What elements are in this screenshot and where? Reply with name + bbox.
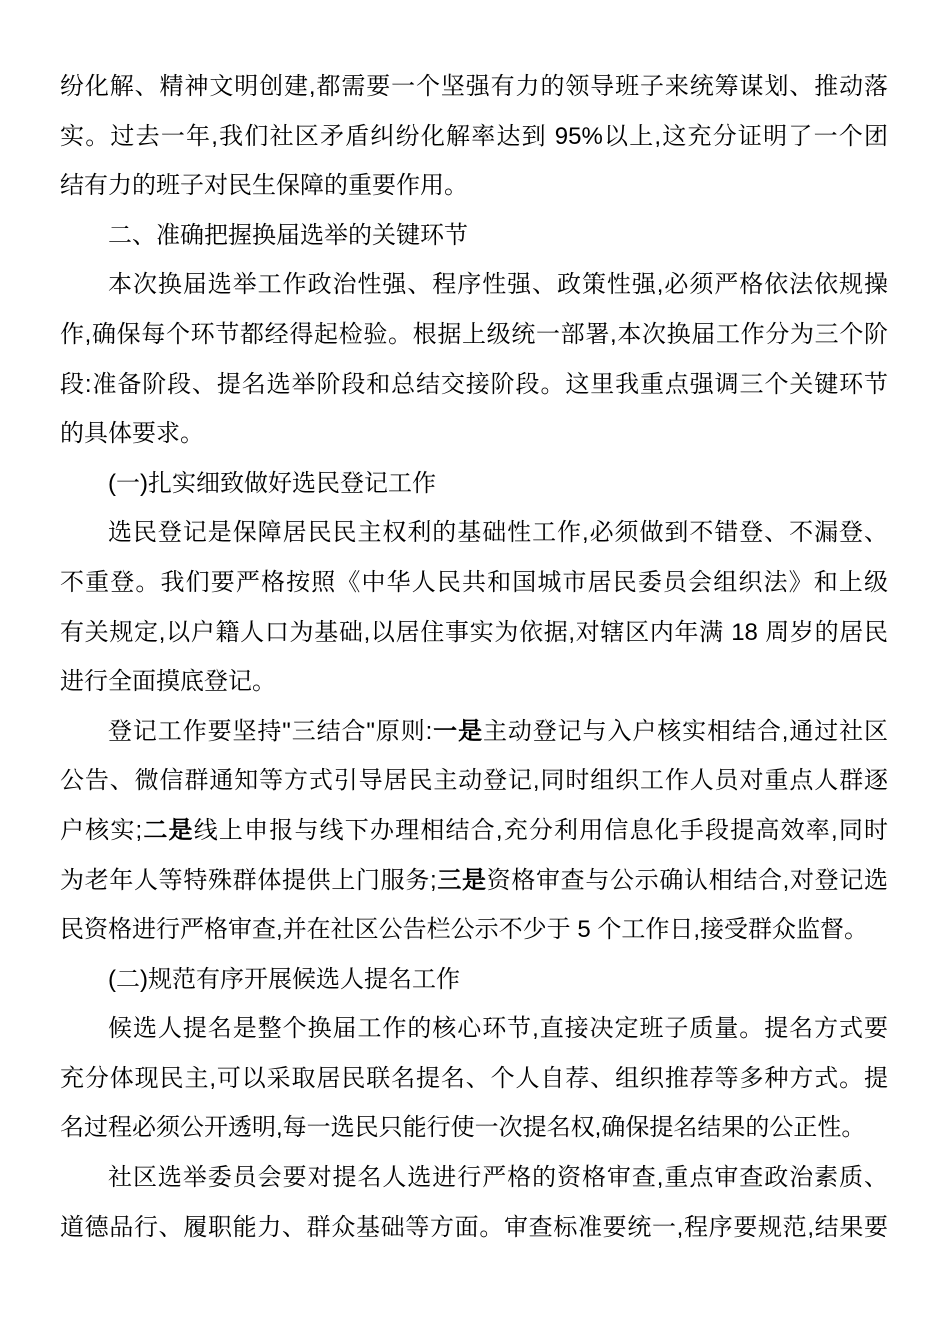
text-line (60, 1203, 888, 1253)
text-line (60, 310, 888, 360)
body-text: 户核实; (60, 816, 143, 844)
body-text: 选民登记是保障居民民主权利的基础性工作,必须做到不错登、不漏登、 (108, 519, 888, 547)
body-text: 线上申报与线下办理相结合,充分利用信息化手段提高效率,同时 (193, 816, 888, 844)
text-line (60, 1103, 888, 1153)
text-line (60, 856, 888, 906)
text-line (60, 608, 888, 658)
document-body (60, 62, 888, 1252)
body-text: 二、准确把握换届选举的关键环节 (108, 221, 468, 249)
body-text: 登记工作要坚持"三结合"原则: (108, 717, 433, 745)
text-line (60, 1054, 888, 1104)
text-line (60, 161, 888, 211)
body-text: 的具体要求。 (60, 420, 204, 448)
text-line (60, 260, 888, 310)
text-line (60, 211, 888, 261)
body-text: 道德品行、履职能力、群众基础等方面。审查标准要统一,程序要规范,结果要 (60, 1213, 888, 1241)
body-text: 资格审查与公示确认相结合,对登记选 (486, 866, 889, 894)
body-text: 实。过去一年,我们社区矛盾纠纷化解率达到 95%以上,这充分证明了一个团 (60, 122, 888, 150)
body-text: 社区选举委员会要对提名人选进行严格的资格审查,重点审查政治素质、 (108, 1164, 888, 1192)
emphasis-text: 一是 (432, 717, 483, 745)
text-line (60, 1004, 888, 1054)
text-line (60, 459, 888, 509)
body-text: 本次换届选举工作政治性强、程序性强、政策性强,必须严格依法依规操 (108, 271, 888, 299)
body-text: 进行全面摸底登记。 (60, 668, 276, 696)
body-text: 名过程必须公开透明,每一选民只能行使一次提名权,确保提名结果的公正性。 (60, 1114, 866, 1142)
body-text: 候选人提名是整个换届工作的核心环节,直接决定班子质量。提名方式要 (108, 1015, 888, 1043)
body-text: 为老年人等特殊群体提供上门服务; (60, 866, 437, 894)
body-text: 不重登。我们要严格按照《中华人民共和国城市居民委员会组织法》和上级 (60, 568, 888, 596)
text-line (60, 707, 888, 757)
text-line (60, 360, 888, 410)
text-line (60, 508, 888, 558)
body-text: 段:准备阶段、提名选举阶段和总结交接阶段。这里我重点强调三个关键环节 (60, 370, 888, 398)
body-text: 作,确保每个环节都经得起检验。根据上级统一部署,本次换届工作分为三个阶 (60, 320, 888, 348)
emphasis-text: 三是 (436, 866, 487, 894)
body-text: 充分体现民主,可以采取居民联名提名、个人自荐、组织推荐等多种方式。提 (60, 1064, 888, 1092)
text-line (60, 62, 888, 112)
body-text: 结有力的班子对民生保障的重要作用。 (60, 172, 468, 200)
body-text: (一)扎实细致做好选民登记工作 (108, 469, 436, 497)
text-line (60, 806, 888, 856)
body-text: 有关规定,以户籍人口为基础,以居住事实为依据,对辖区内年满 18 周岁的居民 (60, 618, 888, 646)
text-line (60, 558, 888, 608)
text-line (60, 657, 888, 707)
body-text: 公告、微信群通知等方式引导居民主动登记,同时组织工作人员对重点人群逐 (60, 767, 888, 795)
text-line (60, 955, 888, 1005)
text-line (60, 409, 888, 459)
body-text: 纷化解、精神文明创建,都需要一个坚强有力的领导班子来统筹谋划、推动落 (60, 73, 888, 100)
body-text: 民资格进行严格审查,并在社区公告栏公示不少于 5 个工作日,接受群众监督。 (60, 916, 869, 944)
emphasis-text: 二是 (142, 816, 194, 844)
text-line (60, 1153, 888, 1203)
text-line (60, 905, 888, 955)
body-text: (二)规范有序开展候选人提名工作 (108, 965, 460, 993)
body-text: 主动登记与入户核实相结合,通过社区 (482, 717, 889, 745)
text-line (60, 112, 888, 162)
text-line (60, 756, 888, 806)
